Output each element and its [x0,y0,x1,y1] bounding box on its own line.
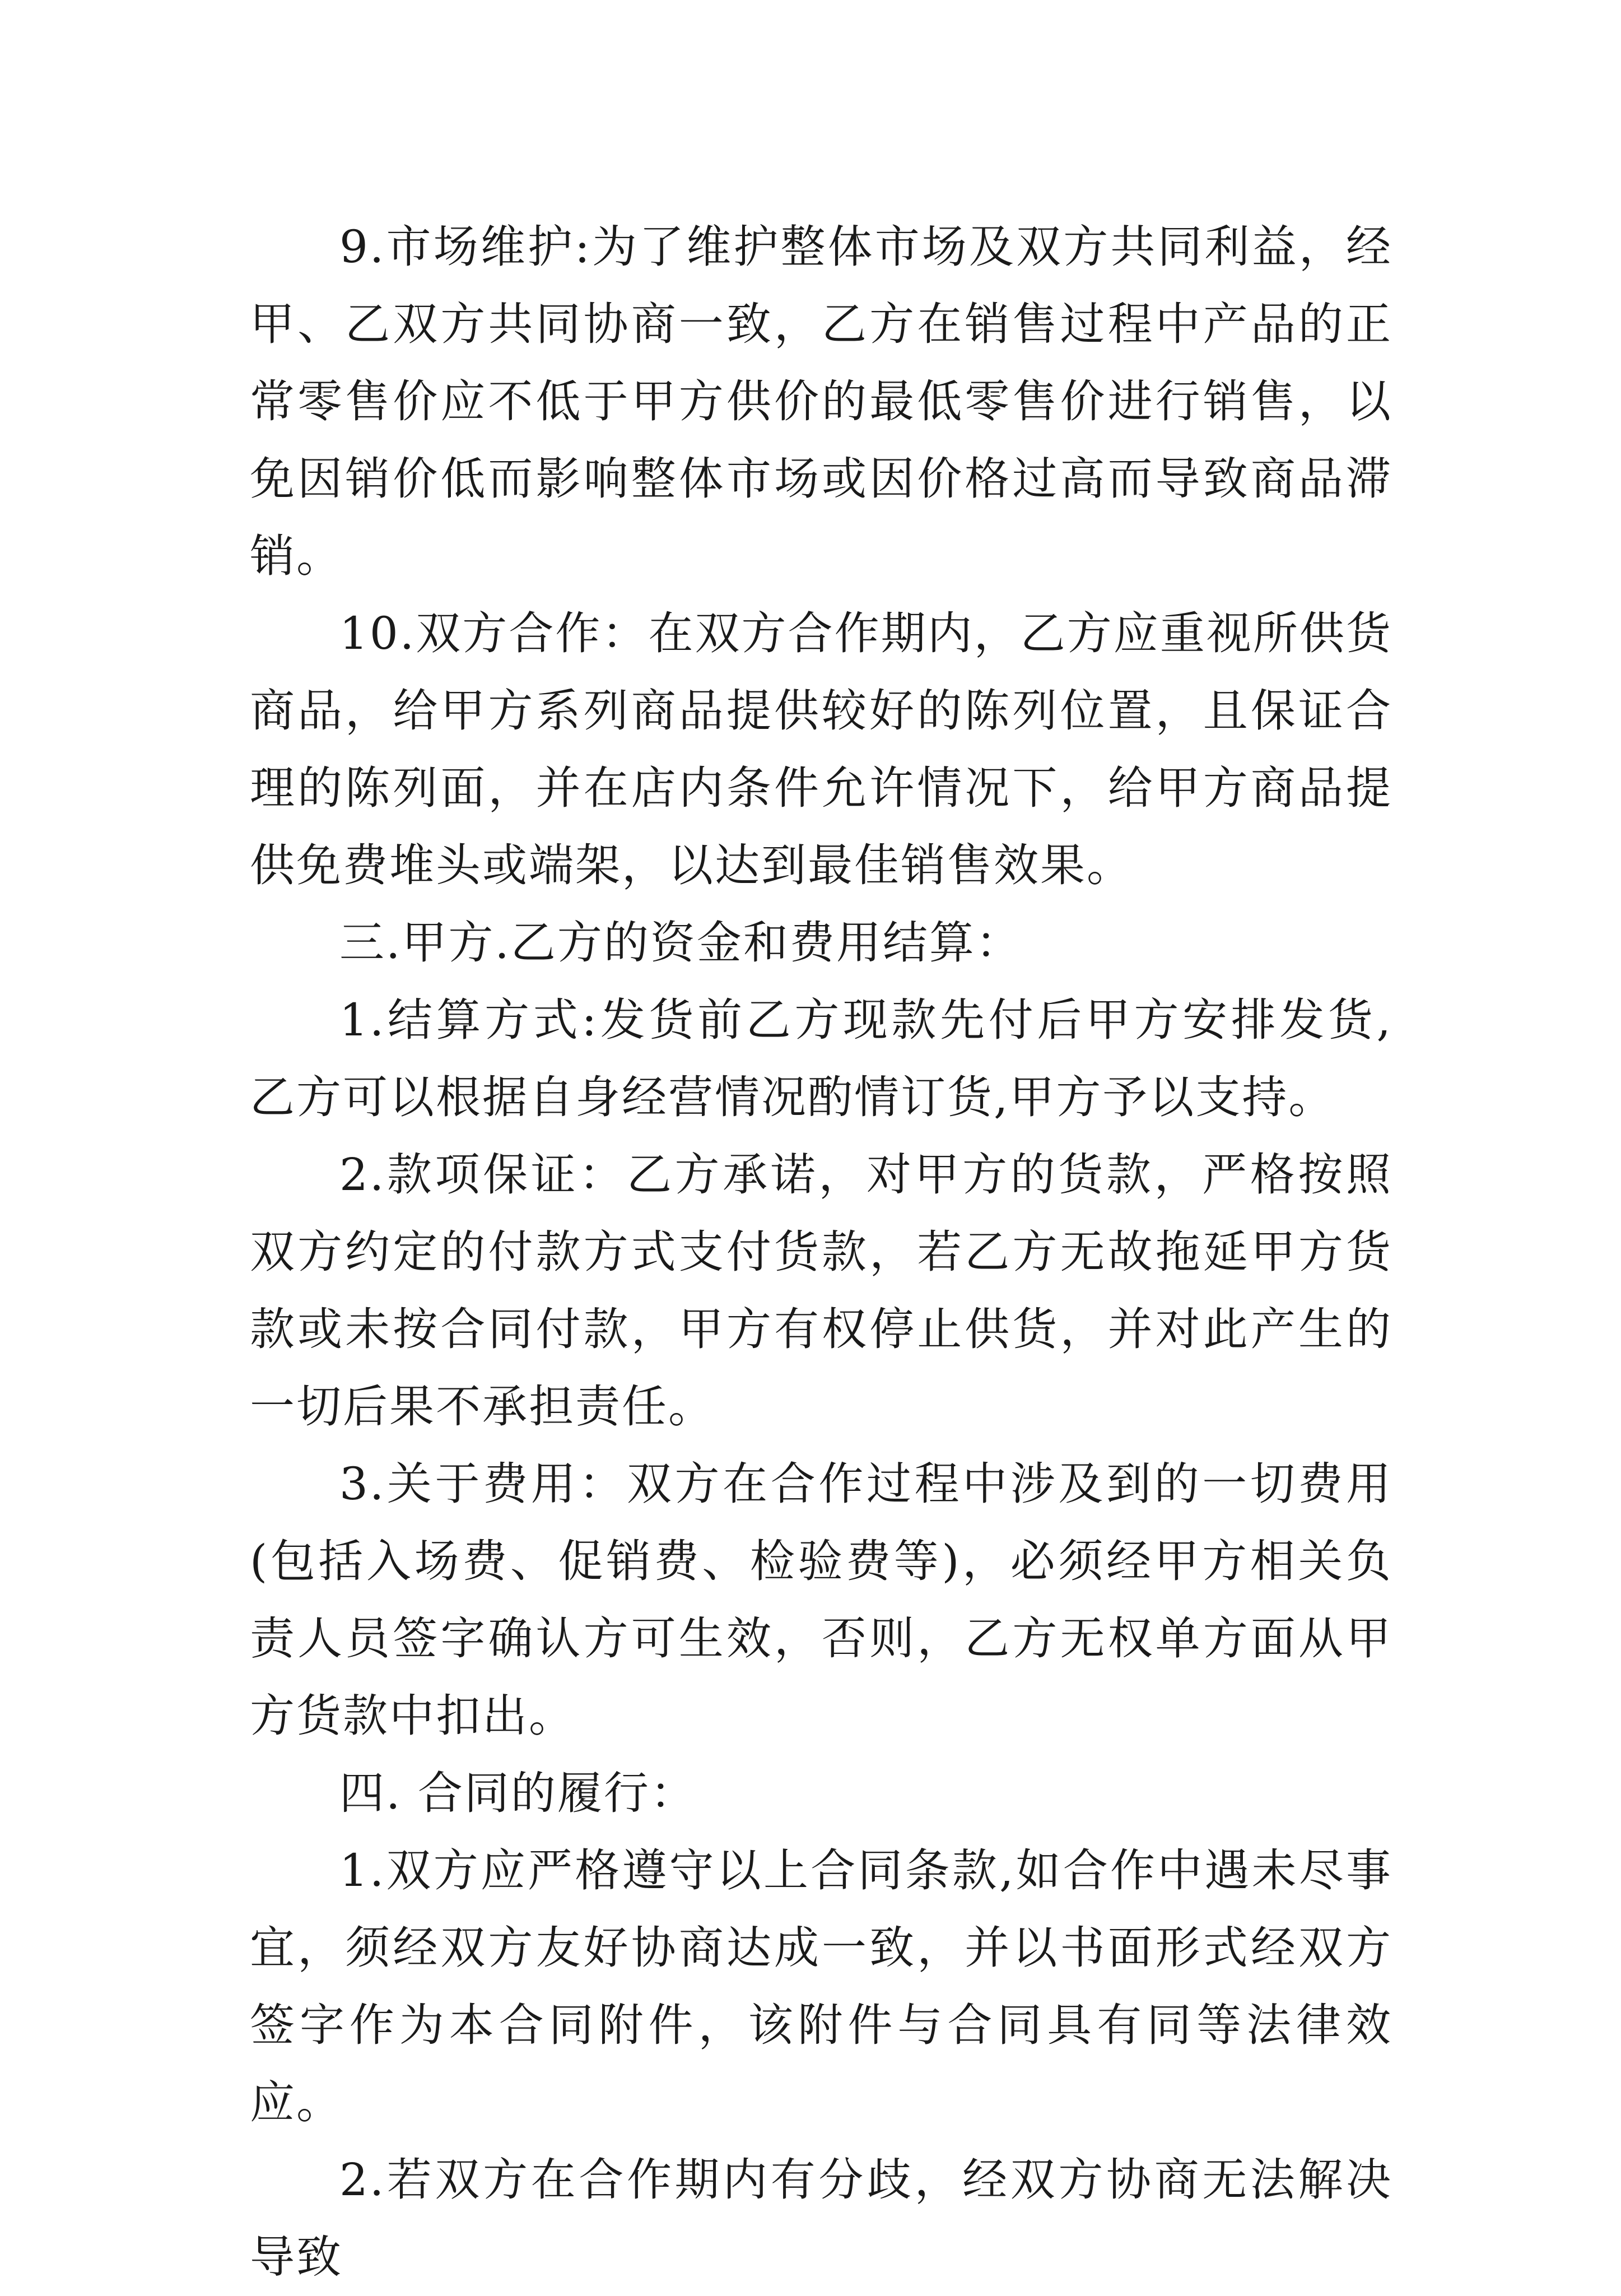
clause-fees: 3.关于费用：双方在合作过程中涉及到的一切费用(包括入场费、促销费、检验费等)，必须经甲方相关负责人员签字确认方可生效，否则，乙方无权单方面从甲方货款中扣出。 [250,1458,1392,1742]
clause-dispute: 2.若双方在合作期内有分歧，经双方协商无法解决导致 [250,2154,1392,2283]
clause-10-cooperation: 10.双方合作：在双方合作期内，乙方应重视所供货商品，给甲方系列商品提供较好的陈列位置，且保证合理的陈列面，并在店内条件允许情况下，给甲方商品提供免费堆头或端架，以达到最佳销售效果。 [250,607,1392,891]
section-3-heading: 三.甲方.乙方的资金和费用结算： [339,917,1022,969]
clause-contract-compliance: 1.双方应严格遵守以上合同条款,如合作中遇未尽事宜，须经双方友好协商达成一致，并以书面形式经双方签字作为本合同附件，该附件与合同具有同等法律效应。 [250,1844,1392,2128]
section-4-heading: 四. 合同的履行： [339,1767,697,1819]
clause-payment-guarantee: 2.款项保证：乙方承诺，对甲方的货款，严格按照双方约定的付款方式支付货款，若乙方无故拖延甲方货款或未按合同付款，甲方有权停止供货，并对此产生的一切后果不承担责任。 [250,1149,1392,1433]
document-body [250,208,1392,2296]
clause-9-market-maintenance: 9.市场维护:为了维护整体市场及双方共同利益，经甲、乙双方共同协商一致，乙方在销售过程中产品的正常零售价应不低于甲方供价的最低零售价进行销售，以免因销价低而影响整体市场或因价格过高而导致商品滞销。 [250,221,1392,582]
clause-settlement-method: 1.结算方式:发货前乙方现款先付后甲方安排发货,乙方可以根据自身经营情况酌情订货,甲方予以支持。 [250,994,1392,1123]
